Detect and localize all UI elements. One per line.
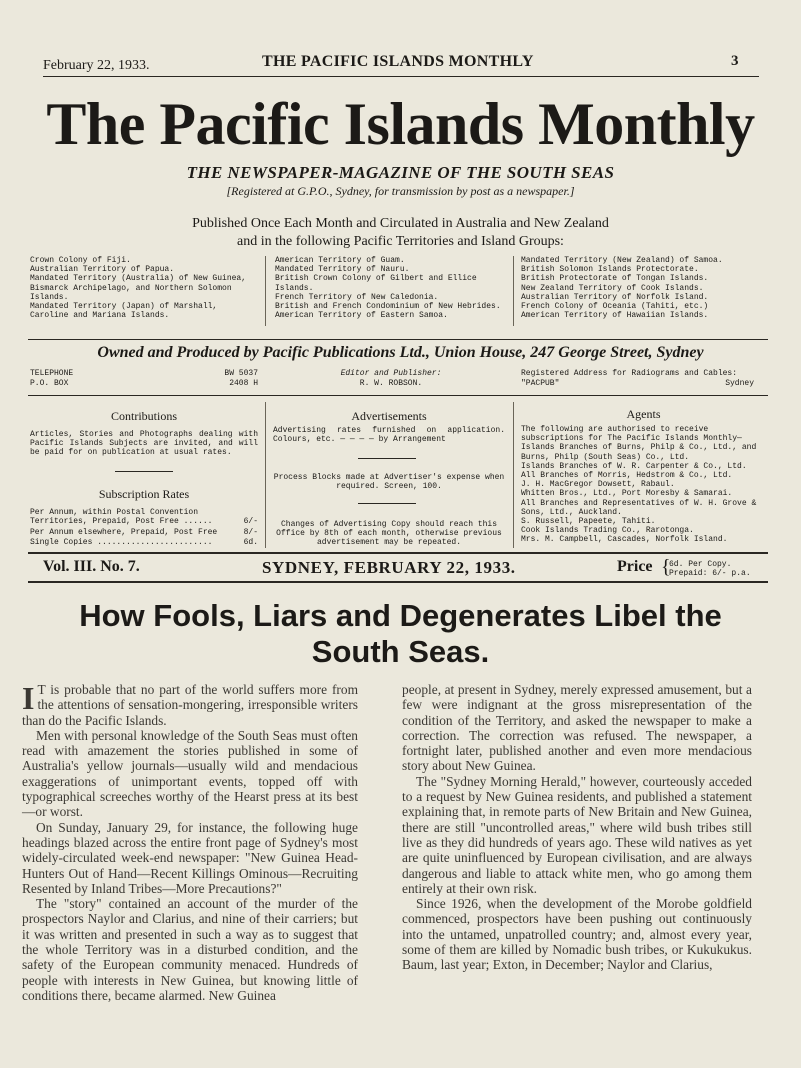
article-headline [20,598,781,670]
page-number: 3 [731,53,739,69]
territory-item: French Territory of New Caledonia. [275,292,439,302]
short-rule [358,458,416,459]
agent-item: All Branches of Morris, Hedstrom & Co., Ltd. [521,471,733,481]
issue-rule-bottom [28,581,768,583]
agent-item: The following are authorised to receive subscriptions for The Pacific Islands Monthly— [521,425,742,444]
territory-item: Australian Territory of Papua. [30,265,175,275]
registration-note: [Registered at G.P.O., Sydney, for transmission by post as a newspaper.] [226,184,575,198]
article-paragraph: The "Sydney Morning Herald," however, courteously acceded to a request by New Guinea residents, and published a statement explaining that, in remote parts of New Britain and New Guinea, there are still "uncontrolled areas," where wild bush tribes still live as they did hundreds of years ago. These wild natives as yet are quite uninfluenced by European civilisation, and are always dangerous and liable to attack white men, who go among them entirely at their own risk. [402,773,752,896]
territory-item: Crown Colony of Fiji. [30,256,131,265]
telephone-label: TELEPHONE [30,369,74,378]
territory-item: Mandated Territory (Australia) of New Guinea, Bismarck Archipelago, and Northern Solomon Islands. [30,274,251,302]
po-box-label: P.O. BOX [30,379,69,388]
article-paragraph: Since 1926, when the development of the Morobe goldfield commenced, prospectors have been pushing out continuously into the untamed, unpatrolled country; and, almost every year, some of them are killed by Nomadic bush tribes, or Kukukukus. Baum, last year; Exton, in December; Naylor and Clarius, [402,896,752,973]
territory-item: Mandated Territory of Nauru. [275,265,410,275]
price-label: Price [617,558,653,575]
subscription-row-label: Per Annum, within Postal Convention Territories, Prepaid, Post Free ...... [30,508,213,527]
territory-item: British and French Condominium of New Hebrides. [275,302,501,312]
publication-line-1: Published Once Each Month and Circulated in Australia and New Zealand [192,216,609,231]
contributions-heading: Contributions [110,409,177,423]
agent-item: Cook Islands Trading Co., Rarotonga. [521,526,694,536]
running-head-title: THE PACIFIC ISLANDS MONTHLY [262,53,534,70]
advertisements-process-text: Process Blocks made at Advertiser's expense when required. Screen, 100. [273,473,505,492]
territory-item: American Territory of Eastern Samoa. [275,311,448,321]
column-divider [513,402,514,548]
territory-item: New Zealand Territory of Cook Islands. [521,283,704,293]
territory-item: British Protectorate of Tongan Islands. [521,274,709,284]
article-paragraph: The "story" contained an account of the murder of the prospectors Naylor and Clarius, and nine of their carriers; but it was written and presented in such a way as to suggest that the whole Territory was in a disturbed condition, and the safety of the European community menaced. Hundreds of people with interests in New Guinea, but knowing little of conditions there, became alarmed. New Guinea [22,896,358,1003]
agent-item: Islands Branches of W. R. Carpenter & Co., Ltd. [521,461,747,471]
short-rule [115,471,173,472]
agent-item: Islands Branches of Burns, Philp & Co., Ltd., and Burns, Philp (South Seas) Co., Ltd. [521,443,757,462]
volume-number: Vol. III. No. 7. [43,558,140,575]
column-divider [513,256,514,326]
column-divider [265,256,266,326]
issue-dateline: SYDNEY, FEBRUARY 22, 1933. [262,558,516,577]
price-prepaid: Prepaid: 6/- p.a. [669,569,751,578]
subscription-row-value: 6/- [243,517,258,526]
agent-item: S. Russell, Papeete, Tahiti. [521,517,656,527]
agent-item: J. H. MacGregor Dowsett, Rabaul. [521,480,675,490]
po-box-value: 2408 H [229,379,258,388]
territory-item: French Colony of Oceania (Tahiti, etc.) [521,302,709,312]
agent-item: Mrs. M. Campbell, Cascades, Norfolk Island. [521,535,728,545]
owned-line: Owned and Produced by Pacific Publications Ltd., Union House, 247 George Street, Sydney [97,344,704,361]
territory-item: Mandated Territory (New Zealand) of Samoa. [521,256,723,265]
subscription-heading: Subscription Rates [98,487,190,501]
article-paragraph: I T is probable that no part of the world suffers more from the attentions of sensation-mongering, irresponsible writers than do the Pacific Islands. [22,680,358,728]
headline-line-1: How Fools, Liars and Degenerates Libel the [79,598,722,633]
telephone-line [30,369,258,379]
article-paragraph: Men with personal knowledge of the South Seas must often read with amazement the stories published in some of Australia's yellow journals—usually wild and mendacious exaggerations of unimportant events, topped off with typographical screeches worthy of the Hearst press at its best—or worst. [22,727,358,820]
article-column-left [22,682,358,1003]
price-per-copy: 6d. Per Copy. [669,560,732,569]
cable-code: "PACPUB" [521,379,560,388]
telephone-value: BW 5037 [224,369,258,378]
price-detail [669,560,751,578]
editor-name: R. W. ROBSON. [359,379,423,388]
drop-cap: I [22,680,35,716]
publication-line-2: and in the following Pacific Territories and Island Groups: [237,234,564,249]
subscription-row-value: 8/- [243,528,258,537]
territories-column-2 [275,256,507,320]
article-paragraph: people, at present in Sydney, merely expressed amusement, but a few were indignant at the gross misrepresentation of the condition of the Territory, and asked the newspaper to make a correction. The correction was refused. The newspaper, a fortnight later, published another and even more mendacious story about New Guinea. [402,682,752,774]
territory-item: Mandated Territory (Japan) of Marshall, Caroline and Mariana Islands. [30,302,223,321]
territory-item: American Territory of Hawaiian Islands. [521,311,709,321]
contributions-text: Articles, Stories and Photographs dealing with Pacific Islands Subjects are invited, and will be paid for on publication at usual rates. [30,430,258,458]
headline-line-2: South Seas. [311,634,490,669]
issue-rule-top [28,552,768,554]
article-column-right [402,682,752,973]
subscription-row-value: 6d. [243,538,258,547]
masthead-subtitle: THE NEWSPAPER-MAGAZINE OF THE SOUTH SEAS [186,163,615,182]
price-brace: { [661,556,671,578]
territory-item: British Solomon Islands Protectorate. [521,265,699,275]
advertisements-copy-text: Changes of Advertising Copy should reach this Office by 8th of each month, otherwise previous advertisement may be repeated. [276,520,502,548]
head-rule [43,76,759,77]
masthead-title: The Pacific Islands Monthly [46,91,755,157]
territories-column-1 [30,256,258,320]
advertisements-rates-text: Advertising rates furnished on application. Colours, etc. — — — — by Arrangement [273,426,505,445]
territory-item: Australian Territory of Norfolk Island. [521,292,709,302]
advertisements-heading: Advertisements [351,409,427,423]
agent-item: All Branches and Representatives of W. H. Grove & Sons, Ltd., Auckland. [521,498,757,517]
section-rule [28,339,768,340]
article-paragraph: On Sunday, January 29, for instance, the following huge headings blazed across the entire front page of Sydney's most widely-circulated week-end newspaper: "New Guinea Head-Hunters Out of Hand—Recent Killings Ominous—Recruiting Resented by Inland Tribes—More Precautions?" [22,819,358,896]
territory-item: British Crown Colony of Gilbert and Ellice Islands. [275,274,482,293]
agents-list [521,425,766,545]
editor-label: Editor and Publisher: [340,369,442,378]
po-box-line [30,379,258,389]
subscription-row-label: Single Copies ........................ [30,538,213,547]
running-head-date: February 22, 1933. [43,58,150,73]
cable-city: Sydney [725,379,754,388]
subscription-row-label: Per Annum elsewhere, Prepaid, Post Free [30,528,218,537]
agent-item: Whitten Bros., Ltd., Port Moresby & Samarai. [521,489,733,499]
territory-item: American Territory of Guam. [275,256,405,265]
short-rule [358,503,416,504]
cable-line [521,379,766,389]
cable-label: Registered Address for Radiograms and Cables: [521,369,738,378]
section-rule [28,395,768,396]
agents-heading: Agents [626,407,661,421]
territories-column-3 [521,256,766,320]
column-divider [265,402,266,548]
